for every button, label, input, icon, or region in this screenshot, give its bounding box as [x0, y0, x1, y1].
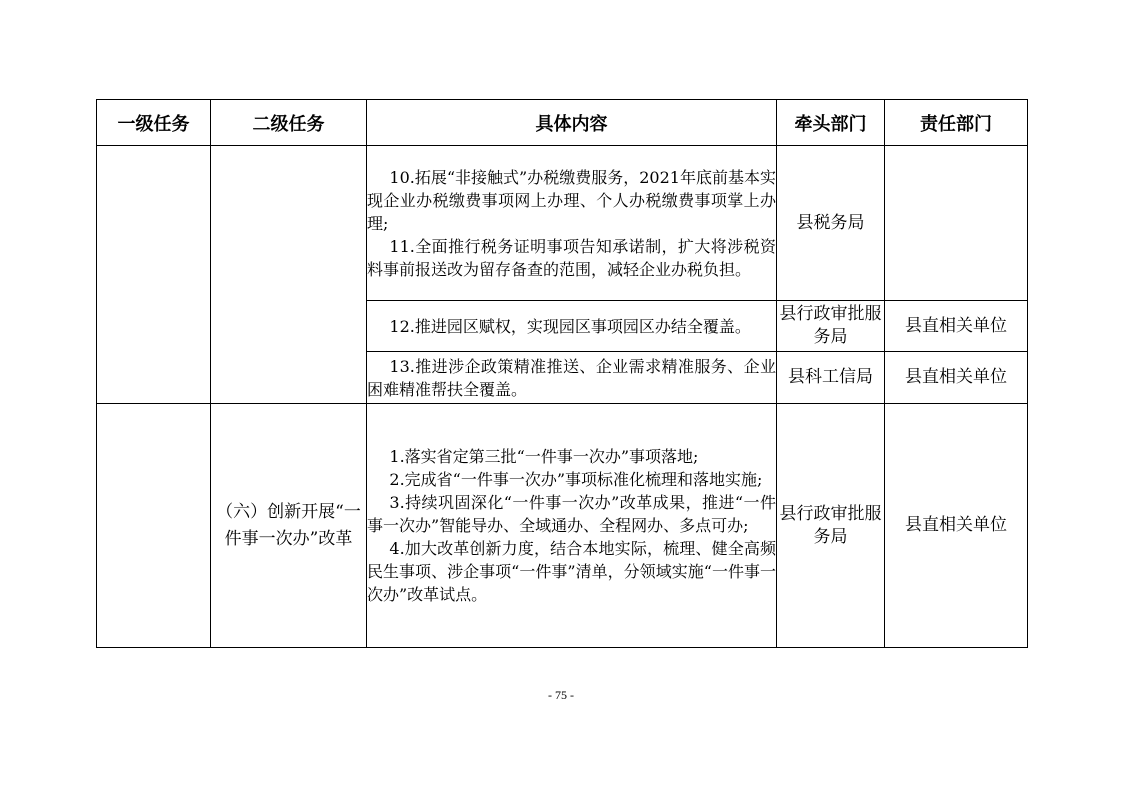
lead-dept-cell: 县行政审批服务局 [777, 301, 885, 352]
header-col-level1: 一级任务 [97, 100, 211, 146]
table-row [97, 146, 1028, 301]
resp-dept-cell [885, 146, 1028, 301]
level1-task-cell [97, 146, 211, 404]
content-cell [367, 352, 777, 404]
level2-task-cell [211, 146, 367, 404]
lead-dept-cell: 县科工信局 [777, 352, 885, 404]
content-cell [367, 404, 777, 648]
content-item: 13.推进涉企政策精准推送、企业需求精准服务、企业困难精准帮扶全覆盖。 [367, 356, 776, 399]
resp-dept-cell: 县直相关单位 [885, 352, 1028, 404]
resp-dept-cell: 县直相关单位 [885, 404, 1028, 648]
level1-task-cell [97, 404, 211, 648]
content-item: 2.完成省“一件事一次办”事项标准化梳理和落地实施; [389, 470, 763, 489]
header-col-level2: 二级任务 [211, 100, 367, 146]
level2-task-cell: （六）创新开展“一件事一次办”改革 [211, 404, 367, 648]
resp-dept-cell: 县直相关单位 [885, 301, 1028, 352]
header-row [97, 100, 1028, 146]
content-cell [367, 146, 777, 301]
lead-dept-cell: 县行政审批服务局 [777, 404, 885, 648]
page-number: - 75 - [548, 688, 574, 702]
header-col-content: 具体内容 [367, 100, 777, 146]
header-col-resp-dept: 责任部门 [885, 100, 1028, 146]
task-table [96, 99, 1028, 648]
content-item: 3.持续巩固深化“一件事一次办”改革成果，推进“一件事一次办”智能导办、全域通办、全程网办、多点可办; [367, 493, 776, 535]
table-row [97, 404, 1028, 648]
header-col-lead-dept: 牵头部门 [777, 100, 885, 146]
content-item: 11.全面推行税务证明事项告知承诺制，扩大将涉税资料事前报送改为留存备查的范围，减轻企业办税负担。 [367, 236, 776, 279]
content-item: 10.拓展“非接触式”办税缴费服务，2021年底前基本实现企业办税缴费事项网上办理、个人办税缴费事项掌上办理; [367, 167, 776, 233]
lead-dept-cell: 县税务局 [777, 146, 885, 301]
content-item: 1.落实省定第三批“一件事一次办”事项落地; [389, 447, 699, 466]
content-item: 12.推进园区赋权，实现园区事项园区办结全覆盖。 [389, 316, 751, 336]
content-cell [367, 301, 777, 352]
content-item: 4.加大改革创新力度，结合本地实际，梳理、健全高频民生事项、涉企事项“一件事”清单，分领域实施“一件事一次办”改革试点。 [367, 539, 776, 604]
